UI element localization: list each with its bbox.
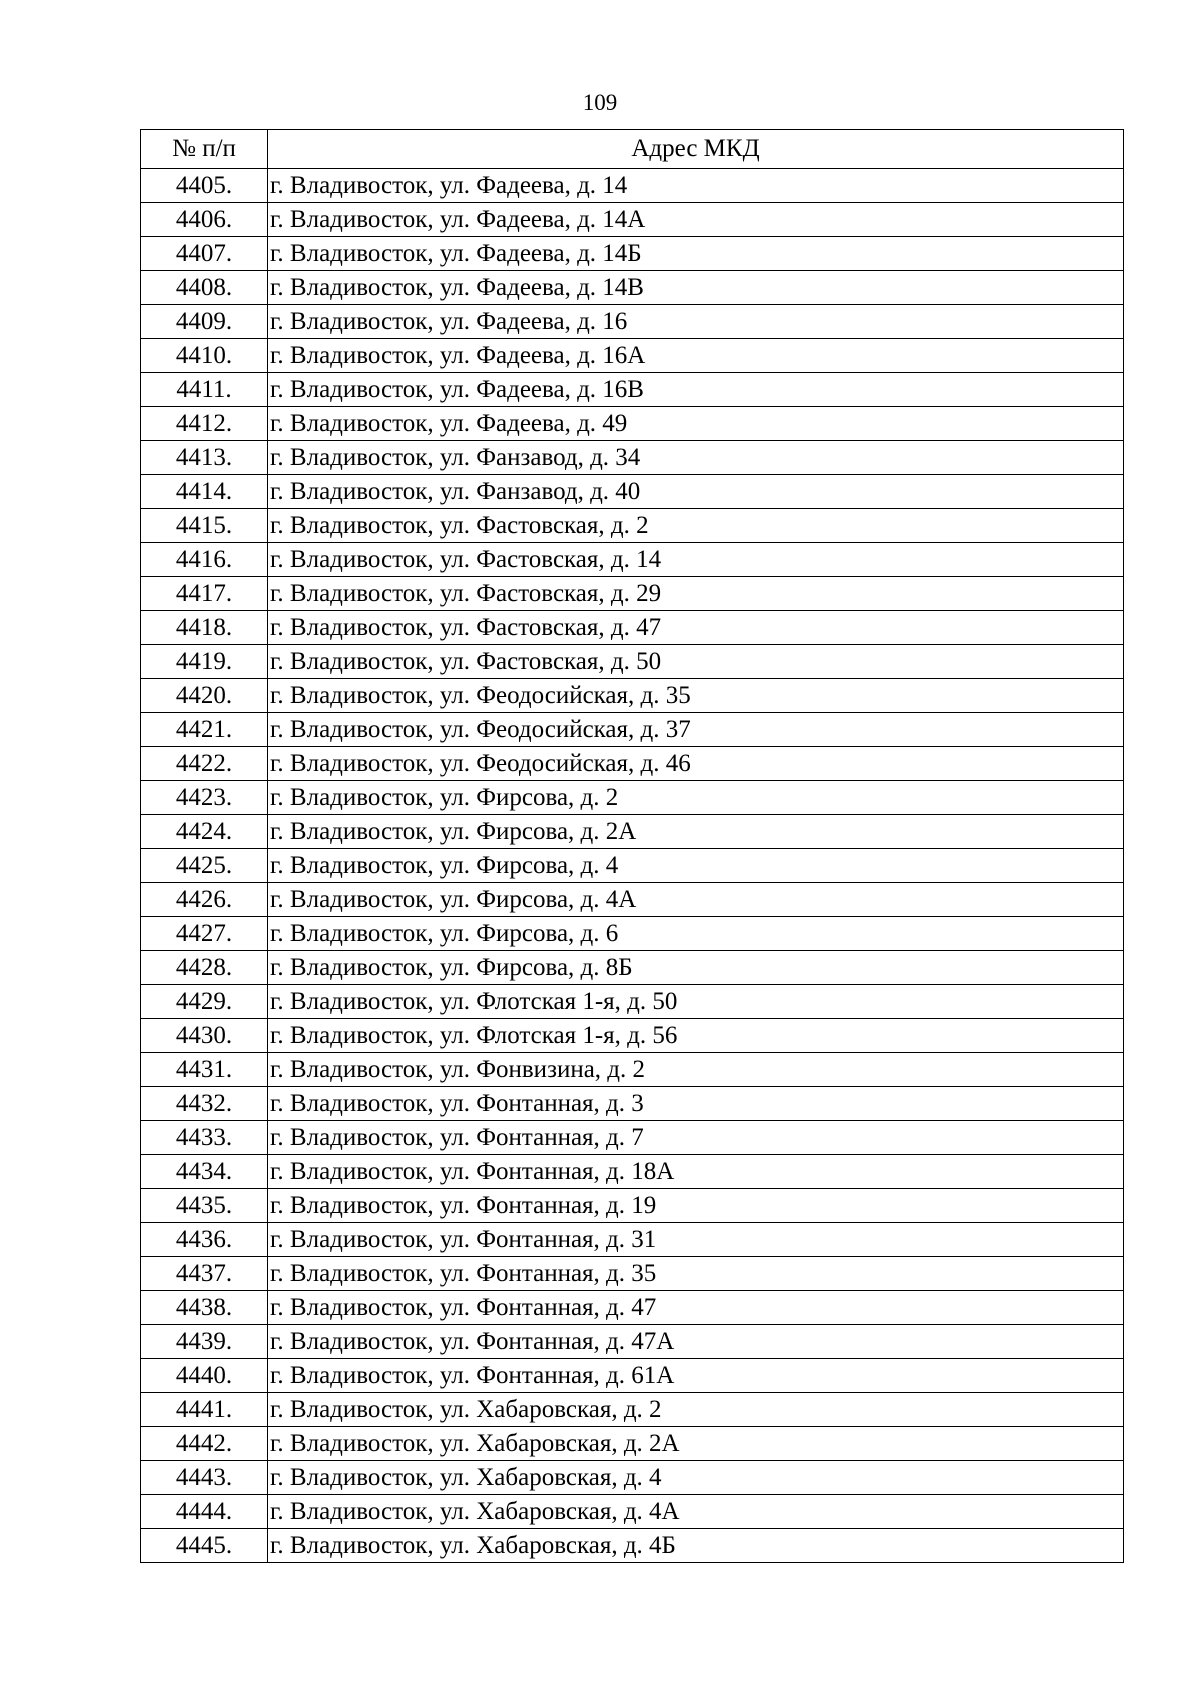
row-address: г. Владивосток, ул. Фирсова, д. 2 (268, 781, 1124, 815)
header-row (141, 130, 1124, 169)
table-row (141, 1189, 1124, 1223)
table-row (141, 1529, 1124, 1563)
table-row (141, 1087, 1124, 1121)
row-number: 4410. (141, 339, 268, 373)
row-number: 4418. (141, 611, 268, 645)
row-address: г. Владивосток, ул. Фадеева, д. 16В (268, 373, 1124, 407)
table-header (141, 130, 1124, 169)
row-address: г. Владивосток, ул. Фанзавод, д. 40 (268, 475, 1124, 509)
row-number: 4416. (141, 543, 268, 577)
row-number: 4414. (141, 475, 268, 509)
table-row (141, 1121, 1124, 1155)
row-address: г. Владивосток, ул. Фастовская, д. 2 (268, 509, 1124, 543)
row-number: 4432. (141, 1087, 268, 1121)
table-row (141, 373, 1124, 407)
table-row (141, 441, 1124, 475)
row-number: 4440. (141, 1359, 268, 1393)
table-row (141, 1461, 1124, 1495)
row-address: г. Владивосток, ул. Фастовская, д. 47 (268, 611, 1124, 645)
row-number: 4444. (141, 1495, 268, 1529)
row-number: 4436. (141, 1223, 268, 1257)
table-row (141, 1393, 1124, 1427)
row-number: 4420. (141, 679, 268, 713)
row-number: 4423. (141, 781, 268, 815)
table-row (141, 1257, 1124, 1291)
table-row (141, 781, 1124, 815)
table-row (141, 1155, 1124, 1189)
table-row (141, 543, 1124, 577)
row-address: г. Владивосток, ул. Фадеева, д. 14А (268, 203, 1124, 237)
table-row (141, 917, 1124, 951)
row-number: 4419. (141, 645, 268, 679)
row-number: 4427. (141, 917, 268, 951)
row-address: г. Владивосток, ул. Хабаровская, д. 4Б (268, 1529, 1124, 1563)
table-row (141, 815, 1124, 849)
table-row (141, 849, 1124, 883)
table-row (141, 1019, 1124, 1053)
table-row (141, 271, 1124, 305)
row-number: 4413. (141, 441, 268, 475)
row-number: 4422. (141, 747, 268, 781)
table-row (141, 713, 1124, 747)
table-row (141, 305, 1124, 339)
row-address: г. Владивосток, ул. Фирсова, д. 4А (268, 883, 1124, 917)
row-number: 4424. (141, 815, 268, 849)
table-row (141, 339, 1124, 373)
table-row (141, 407, 1124, 441)
row-number: 4426. (141, 883, 268, 917)
row-number: 4435. (141, 1189, 268, 1223)
row-address: г. Владивосток, ул. Фирсова, д. 4 (268, 849, 1124, 883)
row-address: г. Владивосток, ул. Феодосийская, д. 35 (268, 679, 1124, 713)
row-address: г. Владивосток, ул. Фонтанная, д. 19 (268, 1189, 1124, 1223)
row-number: 4437. (141, 1257, 268, 1291)
row-number: 4433. (141, 1121, 268, 1155)
table-row (141, 883, 1124, 917)
table-row (141, 611, 1124, 645)
row-number: 4429. (141, 985, 268, 1019)
row-address: г. Владивосток, ул. Фадеева, д. 14Б (268, 237, 1124, 271)
row-address: г. Владивосток, ул. Феодосийская, д. 37 (268, 713, 1124, 747)
table-row (141, 1291, 1124, 1325)
row-address: г. Владивосток, ул. Флотская 1-я, д. 56 (268, 1019, 1124, 1053)
row-address: г. Владивосток, ул. Фонтанная, д. 3 (268, 1087, 1124, 1121)
row-address: г. Владивосток, ул. Фадеева, д. 49 (268, 407, 1124, 441)
row-address: г. Владивосток, ул. Фастовская, д. 29 (268, 577, 1124, 611)
table-row (141, 169, 1124, 203)
row-number: 4445. (141, 1529, 268, 1563)
table-row (141, 509, 1124, 543)
table-row (141, 645, 1124, 679)
row-number: 4411. (141, 373, 268, 407)
row-address: г. Владивосток, ул. Фадеева, д. 16А (268, 339, 1124, 373)
row-address: г. Владивосток, ул. Флотская 1-я, д. 50 (268, 985, 1124, 1019)
row-address: г. Владивосток, ул. Фонтанная, д. 47 (268, 1291, 1124, 1325)
row-address: г. Владивосток, ул. Фонтанная, д. 7 (268, 1121, 1124, 1155)
row-address: г. Владивосток, ул. Фадеева, д. 14 (268, 169, 1124, 203)
row-number: 4439. (141, 1325, 268, 1359)
table-row (141, 951, 1124, 985)
row-address: г. Владивосток, ул. Фастовская, д. 50 (268, 645, 1124, 679)
address-table (140, 129, 1124, 1563)
table-row (141, 1325, 1124, 1359)
table-body (141, 169, 1124, 1563)
table-row (141, 203, 1124, 237)
row-number: 4442. (141, 1427, 268, 1461)
row-number: 4425. (141, 849, 268, 883)
table-row (141, 747, 1124, 781)
row-address: г. Владивосток, ул. Фонтанная, д. 31 (268, 1223, 1124, 1257)
row-address: г. Владивосток, ул. Фирсова, д. 2А (268, 815, 1124, 849)
row-number: 4412. (141, 407, 268, 441)
row-address: г. Владивосток, ул. Хабаровская, д. 4 (268, 1461, 1124, 1495)
row-address: г. Владивосток, ул. Феодосийская, д. 46 (268, 747, 1124, 781)
row-address: г. Владивосток, ул. Фадеева, д. 14В (268, 271, 1124, 305)
table-row (141, 1495, 1124, 1529)
row-number: 4441. (141, 1393, 268, 1427)
row-number: 4408. (141, 271, 268, 305)
column-header-address: Адрес МКД (268, 130, 1124, 169)
row-number: 4428. (141, 951, 268, 985)
row-address: г. Владивосток, ул. Хабаровская, д. 4А (268, 1495, 1124, 1529)
table-row (141, 985, 1124, 1019)
page-number: 109 (582, 90, 618, 115)
row-address: г. Владивосток, ул. Фонтанная, д. 35 (268, 1257, 1124, 1291)
row-address: г. Владивосток, ул. Фирсова, д. 6 (268, 917, 1124, 951)
row-address: г. Владивосток, ул. Фонтанная, д. 47А (268, 1325, 1124, 1359)
row-number: 4443. (141, 1461, 268, 1495)
row-address: г. Владивосток, ул. Фонтанная, д. 61А (268, 1359, 1124, 1393)
table-row (141, 237, 1124, 271)
table-row (141, 577, 1124, 611)
row-address: г. Владивосток, ул. Фонтанная, д. 18А (268, 1155, 1124, 1189)
row-address: г. Владивосток, ул. Фадеева, д. 16 (268, 305, 1124, 339)
row-address: г. Владивосток, ул. Фастовская, д. 14 (268, 543, 1124, 577)
row-number: 4434. (141, 1155, 268, 1189)
row-number: 4407. (141, 237, 268, 271)
row-number: 4431. (141, 1053, 268, 1087)
row-address: г. Владивосток, ул. Фанзавод, д. 34 (268, 441, 1124, 475)
row-address: г. Владивосток, ул. Хабаровская, д. 2 (268, 1393, 1124, 1427)
column-header-number: № п/п (141, 130, 268, 169)
row-number: 4406. (141, 203, 268, 237)
table-row (141, 1359, 1124, 1393)
row-address: г. Владивосток, ул. Фонвизина, д. 2 (268, 1053, 1124, 1087)
table-row (141, 679, 1124, 713)
row-number: 4421. (141, 713, 268, 747)
row-number: 4438. (141, 1291, 268, 1325)
table-row (141, 1053, 1124, 1087)
row-address: г. Владивосток, ул. Хабаровская, д. 2А (268, 1427, 1124, 1461)
table-row (141, 1427, 1124, 1461)
row-address: г. Владивосток, ул. Фирсова, д. 8Б (268, 951, 1124, 985)
table-row (141, 475, 1124, 509)
row-number: 4430. (141, 1019, 268, 1053)
table-row (141, 1223, 1124, 1257)
row-number: 4405. (141, 169, 268, 203)
row-number: 4417. (141, 577, 268, 611)
row-number: 4409. (141, 305, 268, 339)
row-number: 4415. (141, 509, 268, 543)
